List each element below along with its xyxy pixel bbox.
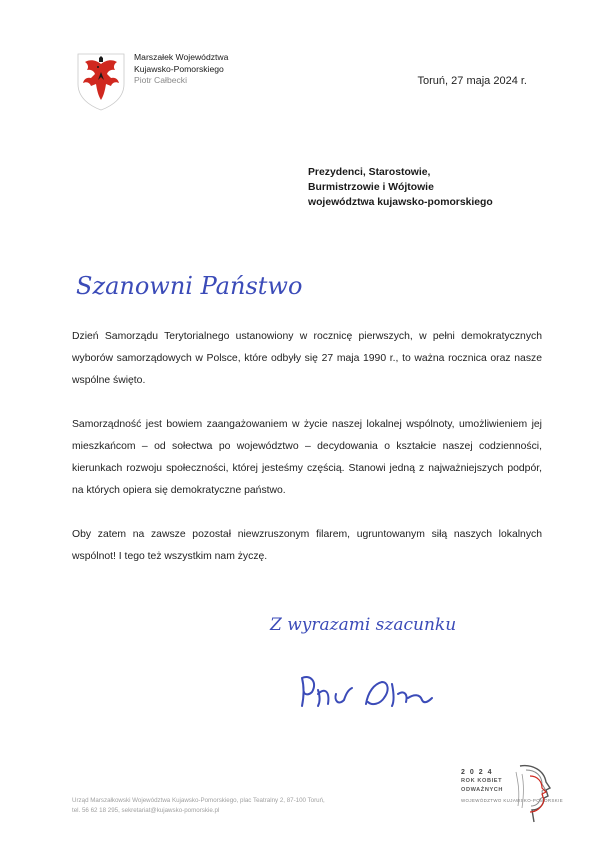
sender-block bbox=[134, 52, 228, 87]
sender-title-line2: Kujawsko-Pomorskiego bbox=[134, 63, 224, 74]
letter-body bbox=[72, 326, 542, 590]
logo-year: 2024 bbox=[461, 769, 497, 776]
women-profiles-icon bbox=[510, 762, 558, 826]
handwritten-closing bbox=[266, 604, 526, 644]
sender-title-line1: Marszałek Województwa bbox=[134, 52, 229, 62]
signature-icon bbox=[296, 664, 456, 714]
recipients-line1: Prezydenci, Starostowie, bbox=[308, 167, 431, 178]
recipients-line3: województwa kujawsko-pomorskiego bbox=[308, 197, 493, 208]
footer bbox=[72, 796, 325, 816]
letter-date: Toruń, 27 maja 2024 r. bbox=[417, 75, 527, 87]
salutation-text: Szanowni Państwo bbox=[76, 272, 303, 300]
body-paragraph-2: Samorządność jest bowiem zaangażowaniem w życie naszej lokalnej wspólnoty, umożliwieniem jej mieszkańcom – od sołectwa po województwo – decydowania o kształcie naszej codzienności, kierunkach rozwoju społeczności, której jesteśmy częścią. Stanowi jedną z najważniejszych podpór, na których opiera się demokratyczne państwo. bbox=[72, 419, 542, 496]
logo-line2: ODWAŻNYCH bbox=[461, 787, 504, 794]
body-paragraph-1: Dzień Samorządu Terytorialnego ustanowiony w rocznicę pierwszych, w pełni demokratycznych wyborów samorządowych w Polsce, które odbyły się 27 maja 1990 r., to ważna rocznica oraz nasze wspólne święto. bbox=[72, 331, 542, 386]
footer-line2: tel. 56 62 18 295, sekretariat@kujawsko-pomorskie.pl bbox=[72, 807, 220, 814]
handwritten-salutation bbox=[72, 262, 312, 308]
sender-name: Piotr Całbecki bbox=[134, 75, 188, 85]
footer-line1: Urząd Marszałkowski Województwa Kujawsko-Pomorskiego, plac Teatralny 2, 87-100 Toruń, bbox=[72, 797, 325, 804]
recipients-block bbox=[308, 165, 493, 210]
crest-icon bbox=[74, 50, 128, 112]
logo-line1: ROK KOBIET bbox=[461, 778, 503, 785]
body-paragraph-3: Oby zatem na zawsze pozostał niewzruszonym filarem, ugruntowanym siłą naszych lokalnych wspólnot! I tego też wszystkim nam życzę. bbox=[72, 529, 542, 562]
recipients-line2: Burmistrzowie i Wójtowie bbox=[308, 182, 434, 193]
closing-text: Z wyrazami szacunku bbox=[270, 615, 457, 635]
logo-line3: WOJEWÓDZTWO KUJAWSKO-POMORSKIE bbox=[461, 797, 564, 803]
